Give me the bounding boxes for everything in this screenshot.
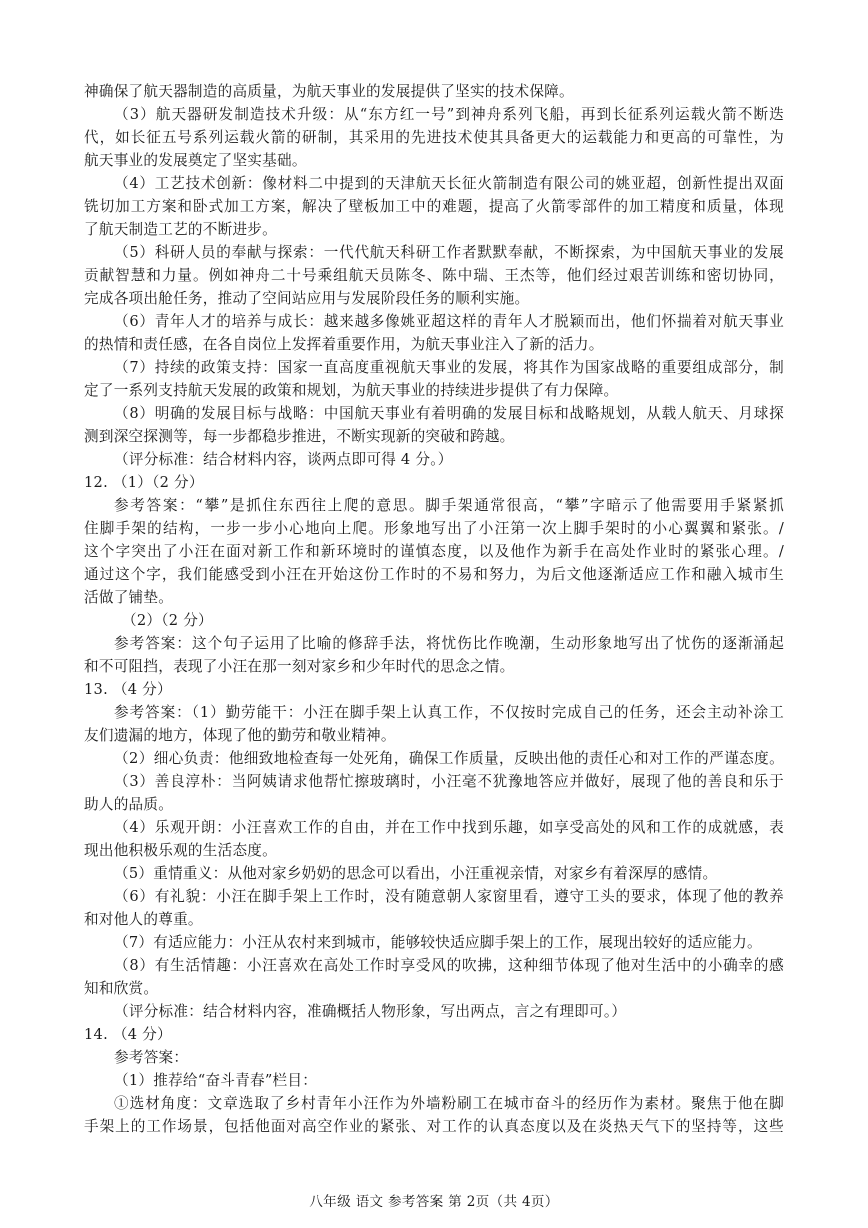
text-line: （7）持续的政策支持：国家一直高度重视航天事业的发展，将其作为国家战略的重要组成部分，制 (114, 359, 784, 376)
text-line: 通过这个字，我们能感受到小汪在开始这份工作时的不易和努力，为后文他逐渐适应工作和融入城市生 (84, 566, 784, 583)
text-line: （评分标准：结合材料内容，谈两点即可得 4 分。） (114, 451, 453, 468)
text-line: （8）明确的发展目标与战略：中国航天事业有着明确的发展目标和战略规划，从载人航天、月球探 (114, 405, 784, 422)
text-line: ①选材角度：文章选取了乡村青年小汪作为外墙粉刷工在城市奋斗的经历作为素材。聚焦于他在脚 (114, 1095, 784, 1112)
text-line: 测到深空探测等，每一步都稳步推进，不断实现新的突破和跨越。 (84, 428, 515, 445)
text-line: 神确保了航天器制造的高质量，为航天事业的发展提供了坚实的技术保障。 (84, 83, 574, 100)
text-line: 参考答案：（1）勤劳能干：小汪在脚手架上认真工作，不仅按时完成自己的任务，还会主动补涂工 (114, 704, 784, 721)
text-line: 13. （4 分） (84, 681, 172, 698)
text-line: 参考答案：这个句子运用了比喻的修辞手法，将忧伤比作晚潮，生动形象地写出了忧伤的逐渐涌起 (114, 635, 784, 652)
text-line: （评分标准：结合材料内容，准确概括人物形象，写出两点，言之有理即可。） (114, 1003, 627, 1020)
text-line: 航天事业的发展奠定了坚实基础。 (84, 152, 307, 169)
text-line: 了航天制造工艺的不断进步。 (84, 221, 277, 238)
text-line: （6）青年人才的培养与成长：越来越多像姚亚超这样的青年人才脱颖而出，他们怀揣着对航天事业 (114, 313, 784, 330)
text-line: 完成各项出舱任务，推动了空间站应用与发展阶段任务的顺利实施。 (84, 290, 530, 307)
text-line: 代，如长征五号系列运载火箭的研制，其采用的先进技术使其具备更大的运载能力和更高的可靠性，为 (84, 129, 784, 146)
text-line: （3）善良淳朴：当阿姨请求他帮忙擦玻璃时，小汪毫不犹豫地答应并做好，展现了他的善良和乐于 (114, 773, 784, 790)
text-line: 铣切加工方案和卧式加工方案，解决了壁板加工中的难题，提高了火箭零部件的加工精度和质量，体现 (84, 198, 784, 215)
answer-key-body (84, 80, 784, 1138)
text-line: 助人的品质。 (84, 796, 174, 813)
text-line: 这个字突出了小汪在面对新工作和新环境时的谨慎态度，以及他作为新手在高处作业时的紧张心理。/ (84, 543, 784, 560)
text-line: （2）细心负责：他细致地检查每一处死角，确保工作质量，反映出他的责任心和对工作的严谨态度。 (114, 750, 784, 767)
text-line: 友们遗漏的地方，体现了他的勤劳和敬业精神。 (84, 727, 396, 744)
text-line: （7）有适应能力：小汪从农村来到城市，能够较快适应脚手架上的工作，展现出较好的适应能力。 (114, 934, 762, 951)
page-footer: 八年级 语文 参考答案 第 2页（共 4页） (309, 1194, 559, 1210)
text-line: 知和欣赏。 (84, 980, 159, 997)
text-line: （5）科研人员的奉献与探索：一代代航天科研工作者默默奉献，不断探索，为中国航天事业的发展 (114, 244, 784, 261)
text-line: 参考答案： (114, 1049, 189, 1066)
text-line: 12. （1）（2 分） (84, 474, 204, 491)
text-line: 和不可阻挡，表现了小汪在那一刻对家乡和少年时代的思念之情。 (84, 658, 515, 675)
text-line: （2）（2 分） (122, 612, 213, 629)
text-line: 手架上的工作场景，包括他面对高空作业的紧张、对工作的认真态度以及在炎热天气下的坚持等，这些 (84, 1118, 784, 1135)
text-line: 和对他人的尊重。 (84, 911, 203, 928)
text-line: （6）有礼貌：小汪在脚手架上工作时，没有随意朝人家窗里看，遵守工头的要求，体现了他的教养 (114, 888, 784, 905)
text-line: 参考答案：“攀”是抓住东西往上爬的意思。脚手架通常很高，“攀”字暗示了他需要用手紧紧抓 (114, 497, 784, 514)
text-line: 现出他积极乐观的生活态度。 (84, 842, 277, 859)
text-line: （4）乐观开朗：小汪喜欢工作的自由，并在工作中找到乐趣，如享受高处的风和工作的成就感，表 (114, 819, 784, 836)
text-line: 的热情和责任感，在各自岗位上发挥着重要作用，为航天事业注入了新的活力。 (84, 336, 604, 353)
text-line: （1）推荐给“奋斗青春”栏目： (114, 1072, 318, 1089)
text-line: 贡献智慧和力量。例如神舟二十号乘组航天员陈冬、陈中瑞、王杰等，他们经过艰苦训练和密切协同， (84, 267, 784, 284)
text-line: 14. （4 分） (84, 1026, 172, 1043)
text-line: （8）有生活情趣：小汪喜欢在高处工作时享受风的吹拂，这种细节体现了他对生活中的小确幸的感 (114, 957, 784, 974)
text-line: （3）航天器研发制造技术升级：从“东方红一号”到神舟系列飞船，再到长征系列运载火箭不断迭 (114, 106, 784, 123)
text-line: （5）重情重义：从他对家乡奶奶的思念可以看出，小汪重视亲情，对家乡有着深厚的感情。 (114, 865, 718, 882)
text-line: 住脚手架的结构，一步一步小心地向上爬。形象地写出了小汪第一次上脚手架时的小心翼翼和紧张。/ (84, 520, 784, 537)
text-line: （4）工艺技术创新：像材料二中提到的天津航天长征火箭制造有限公司的姚亚超，创新性提出双面 (114, 175, 784, 192)
text-line: 活做了铺垫。 (84, 589, 174, 606)
text-line: 定了一系列支持航天发展的政策和规划，为航天事业的持续进步提供了有力保障。 (84, 382, 619, 399)
